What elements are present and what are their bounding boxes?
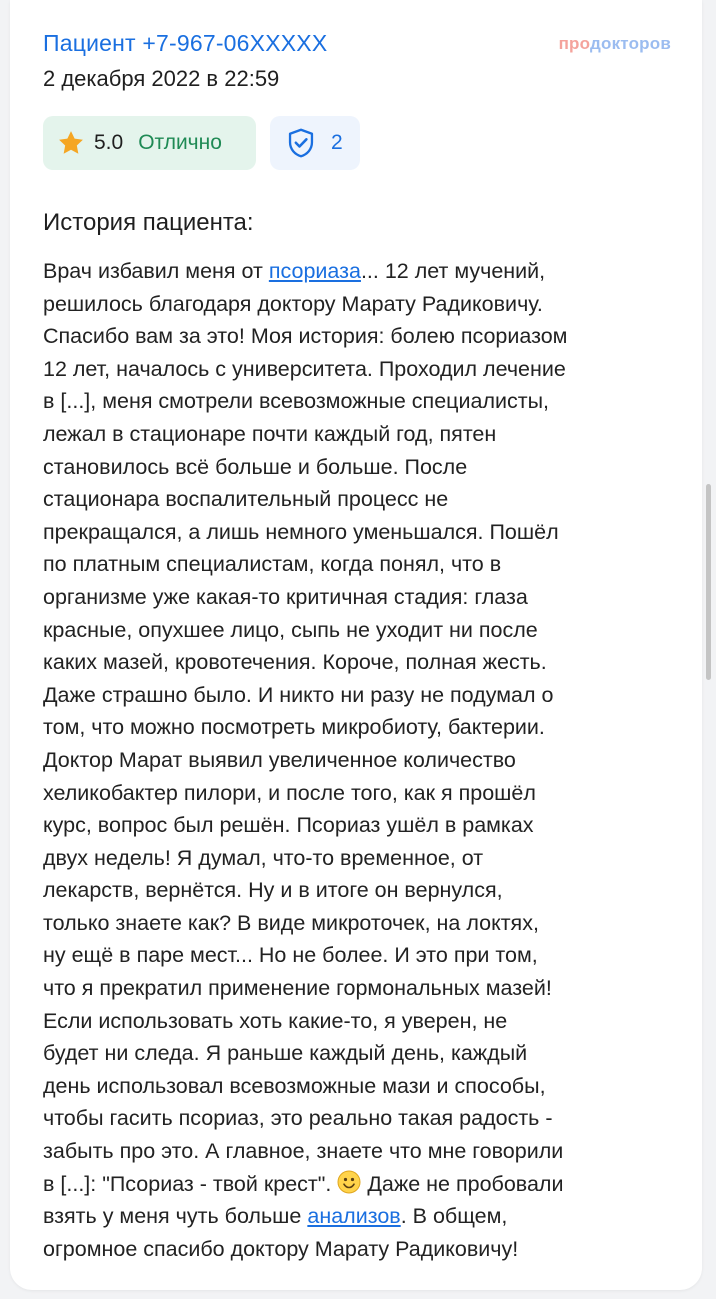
star-icon xyxy=(57,129,85,157)
text-fragment: Врач избавил меня от xyxy=(43,259,269,283)
text-line: Если использовать хоть какие-то, я уверен, не xyxy=(43,1008,508,1033)
verification-count: 2 xyxy=(331,131,343,154)
text-line: Спасибо вам за это! Моя история: болею псориазом xyxy=(43,324,568,349)
text-line: день использовал всевозможные мази и способы, xyxy=(43,1073,546,1098)
text-fragment: взять у меня чуть больше xyxy=(43,1204,308,1229)
text-line: в [...], меня смотрели всевозможные специалисты, xyxy=(43,389,550,414)
scrollbar[interactable] xyxy=(706,484,711,680)
psoriasis-link[interactable]: псориаза xyxy=(268,259,361,283)
section-title: История пациента: xyxy=(43,209,254,236)
text-line: двух недель! Я думал, что-то временное, от xyxy=(43,845,484,870)
text-line: 12 лет, началось с университета. Проходил лечение xyxy=(43,356,566,381)
text-line: лежал в стационаре почти каждый год, пятен xyxy=(43,421,497,446)
smile-emoji-icon xyxy=(337,1170,361,1194)
text-line: стационара воспалительный процесс не xyxy=(43,487,449,512)
review-text xyxy=(43,255,683,1265)
text-line: прекращался, а лишь немного уменьшался. Пошёл xyxy=(43,519,559,544)
text-line: ну ещё в паре мест... Но не более. И это при том, xyxy=(43,943,538,968)
text-line: что я прекратил применение гормональных мазей! xyxy=(43,976,552,1001)
text-fragment: . В общем, xyxy=(400,1204,508,1229)
review-author-link[interactable]: Пациент +7-967-06XXXXX xyxy=(43,30,328,56)
text-line: становилось всё больше и больше. После xyxy=(43,454,468,479)
verification-badge[interactable] xyxy=(270,116,360,170)
text-line: том, что можно посмотреть микробиоту, бактерии. xyxy=(43,715,545,740)
text-line: забыть про это. А главное, знаете что мне говорили xyxy=(43,1139,564,1164)
rating-value: 5.0 xyxy=(94,131,124,154)
text-line: огромное спасибо доктору Марату Радиковичу! xyxy=(43,1236,519,1261)
review-card xyxy=(10,0,702,1290)
text-line: чтобы гасить псориаз, это реально такая радость - xyxy=(43,1106,553,1131)
text-fragment: Даже не пробовали xyxy=(361,1171,564,1196)
text-line: лекарств, вернётся. Ну и в итоге он вернулся, xyxy=(43,878,503,903)
prodoctorov-logo[interactable] xyxy=(559,34,671,54)
text-line: решилось благодаря доктору Марату Радиковичу. xyxy=(43,291,543,316)
rating-word: Отлично xyxy=(138,131,222,154)
rating-badge xyxy=(43,116,256,170)
text-line: по платным специалистам, когда понял, что в xyxy=(43,552,502,577)
text-line: курс, вопрос был решён. Псориаз ушёл в рамках xyxy=(43,813,534,838)
text-line: красные, опухшее лицо, сыпь не уходит ни после xyxy=(43,617,538,642)
text-line xyxy=(43,255,683,288)
shield-check-icon xyxy=(287,128,315,158)
text-line: Даже страшно было. И никто ни разу не подумал о xyxy=(43,682,554,707)
text-line: хеликобактер пилори, и после того, как я прошёл xyxy=(43,780,536,805)
logo-part-pro: про xyxy=(558,34,590,53)
analyses-link[interactable]: анализов xyxy=(307,1204,401,1229)
logo-part-doctors: докторов xyxy=(590,34,671,53)
text-line: только знаете как? В виде микроточек, на локтях, xyxy=(43,910,539,935)
text-line: будет ни следа. Я раньше каждый день, каждый xyxy=(43,1041,528,1066)
text-line xyxy=(43,1168,683,1201)
text-line xyxy=(43,1200,683,1233)
review-date: 2 декабря 2022 в 22:59 xyxy=(43,66,280,91)
text-fragment: в [...]: "Псориаз - твой крест". xyxy=(43,1171,338,1196)
text-fragment: ... 12 лет мучений, xyxy=(360,259,546,283)
text-line: организме уже какая-то критичная стадия: глаза xyxy=(43,584,528,609)
text-line: каких мазей, кровотечения. Короче, полная жесть. xyxy=(43,650,547,675)
text-line: Доктор Марат выявил увеличенное количество xyxy=(43,747,516,772)
